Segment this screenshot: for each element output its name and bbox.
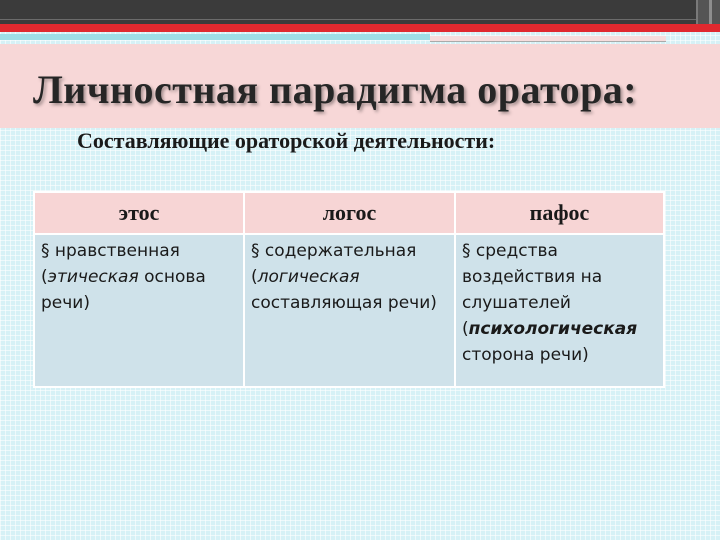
cell-pathos-rest: сторона речи) [462,345,589,365]
components-table [33,191,665,388]
bullet-marker: § [251,241,260,261]
blue-accent-stripe [0,34,430,40]
paren: ( [251,267,258,287]
slide-title: Личностная парадигма оратора: [33,67,638,112]
cell-logos-rest: составляющая речи) [251,293,437,313]
corner-decor [696,0,720,24]
cell-logos-text: содержательная [264,241,417,261]
bullet-marker: § [462,241,471,261]
cell-ethos-emphasis: этическая [47,267,139,287]
red-accent-bar [0,24,720,32]
bullet-marker: § [41,241,50,261]
cell-logos [244,234,455,387]
top-decor-bar [0,0,720,24]
cell-logos-emphasis: логическая [257,267,360,287]
paren: ( [41,267,48,287]
table-row [34,234,664,387]
cell-pathos [455,234,664,387]
paren: ( [462,319,469,339]
header-logos: логос [244,192,455,234]
cell-pathos-text: средства воздействия на слушателей [462,241,603,313]
cell-ethos-text: нравственная [54,241,180,261]
table-header-row [34,192,664,234]
header-pathos: пафос [455,192,664,234]
accent-line [430,41,666,42]
cell-ethos-rest: основа речи) [41,267,206,313]
cell-ethos [34,234,244,387]
slide-subtitle: Составляющие ораторской деятельности: [77,128,496,153]
cell-pathos-emphasis: психологическая [468,319,638,339]
header-ethos: этос [34,192,244,234]
